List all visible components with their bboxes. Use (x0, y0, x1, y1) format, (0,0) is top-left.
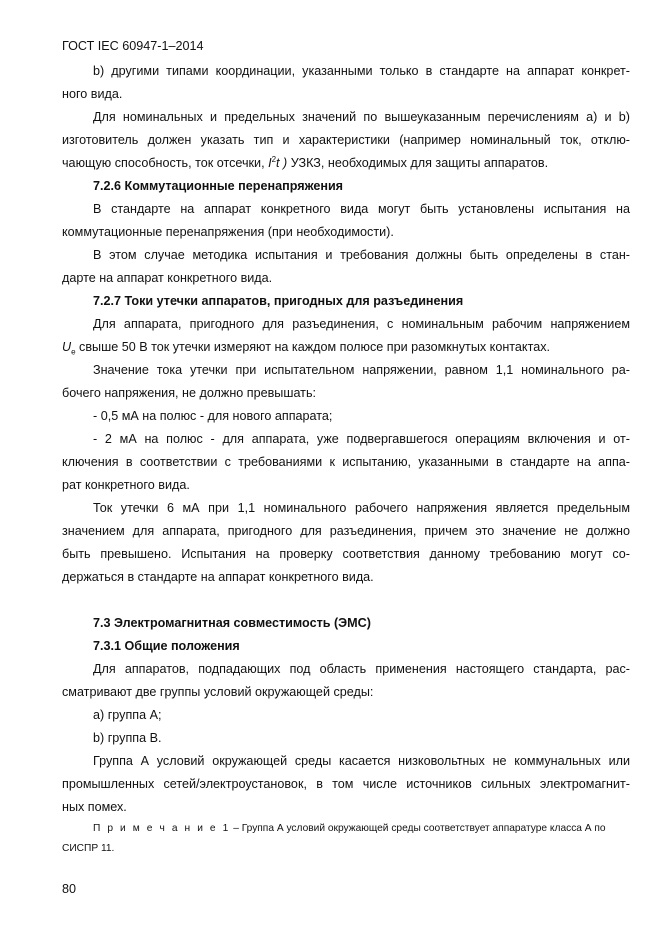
text-run: свыше 50 В ток утечки измеряют на каждом полюсе при разомкнутых контактах. (75, 340, 550, 354)
formula-superscript: 2 (271, 154, 277, 164)
page-number: 80 (62, 882, 77, 896)
paragraph-line: В этом случае методика испытания и требования должны быть определены в стан- (93, 248, 630, 262)
paragraph-line: В стандарте на аппарат конкретного вида могут быть установлены испытания на (93, 202, 630, 216)
section-heading-7-2-6: 7.2.6 Коммутационные перенапряжения (93, 179, 344, 193)
formula-i: I (268, 156, 272, 170)
paragraph-line: Значение тока утечки при испытательном напряжении, равном 1,1 номинального ра- (93, 363, 630, 377)
paragraph-line: ного вида. (62, 87, 123, 101)
paragraph-line: Для аппаратов, подпадающих под область применения настоящего стандарта, рас- (93, 662, 630, 676)
paragraph-line (62, 340, 630, 355)
note-text: – Группа А условий окружающей среды соответствует аппаратуре класса А по (230, 823, 606, 834)
note-label: П р и м е ч а н и е 1 (93, 823, 231, 834)
text-run: чающую способность, ток отсечки, (62, 156, 269, 170)
paragraph-line: коммутационные перенапряжения (при необходимости). (62, 225, 394, 239)
paragraph-line: Для аппарата, пригодного для разъединения, с номинальным рабочим напряжением (93, 317, 630, 331)
paragraph-line: Группа А условий окружающей среды касается низковольтных не коммунальных или (93, 754, 630, 768)
note-line: СИСПР 11. (62, 843, 115, 854)
paragraph-line: держаться в стандарте на аппарат конкретного вида. (62, 570, 374, 584)
paragraph-line (62, 156, 630, 171)
paragraph-line: бочего напряжения, не должно превышать: (62, 386, 317, 400)
paragraph-line: промышленных сетей/электроустановок, в том числе источников сильных электромагнит- (62, 777, 630, 791)
paragraph-line: ных помех. (62, 800, 127, 814)
section-heading-7-2-7: 7.2.7 Токи утечки аппаратов, пригодных для разъединения (93, 294, 464, 308)
paragraph-line: дарте на аппарат конкретного вида. (62, 271, 273, 285)
section-heading-7-3: 7.3 Электромагнитная совместимость (ЭМС) (93, 616, 371, 630)
paragraph-line: b) другими типами координации, указанными только в стандарте на аппарат конкрет- (93, 64, 630, 78)
paragraph-line: сматривают две группы условий окружающей среды: (62, 685, 374, 699)
paragraph-line: значением для аппарата, пригодного для разъединения, причем это значение не должно (62, 524, 630, 538)
list-item: а) группа А; (93, 708, 162, 722)
symbol-subscript: e (71, 347, 76, 357)
text-run: УЗКЗ, необходимых для защиты аппаратов. (287, 156, 549, 170)
paragraph-line: ключения в соответствии с требованиями к испытанию, указанными в стандарте на аппа- (62, 455, 630, 469)
section-heading-7-3-1: 7.3.1 Общие положения (93, 639, 240, 653)
symbol-u: U (62, 340, 72, 354)
paragraph-line: Для номинальных и предельных значений по вышеуказанным перечислениям а) и b) (93, 110, 630, 124)
note-line (93, 822, 606, 835)
paragraph-line: рат конкретного вида. (62, 478, 190, 492)
list-item: - 0,5 мА на полюс - для нового аппарата; (93, 409, 333, 423)
formula-t: t ) (276, 156, 288, 170)
paragraph-line: изготовитель должен указать тип и характеристики (например номинальный ток, отклю- (62, 133, 630, 147)
header-title: ГОСТ IEC 60947-1–2014 (62, 39, 204, 53)
list-item: - 2 мА на полюс - для аппарата, уже подвергавшегося операциям включения и от- (93, 432, 630, 446)
paragraph-line: быть превышено. Испытания на проверку соответствия данному требованию могут со- (62, 547, 630, 561)
paragraph-line: Ток утечки 6 мА при 1,1 номинального рабочего напряжения является предельным (93, 501, 630, 515)
list-item: b) группа В. (93, 731, 162, 745)
